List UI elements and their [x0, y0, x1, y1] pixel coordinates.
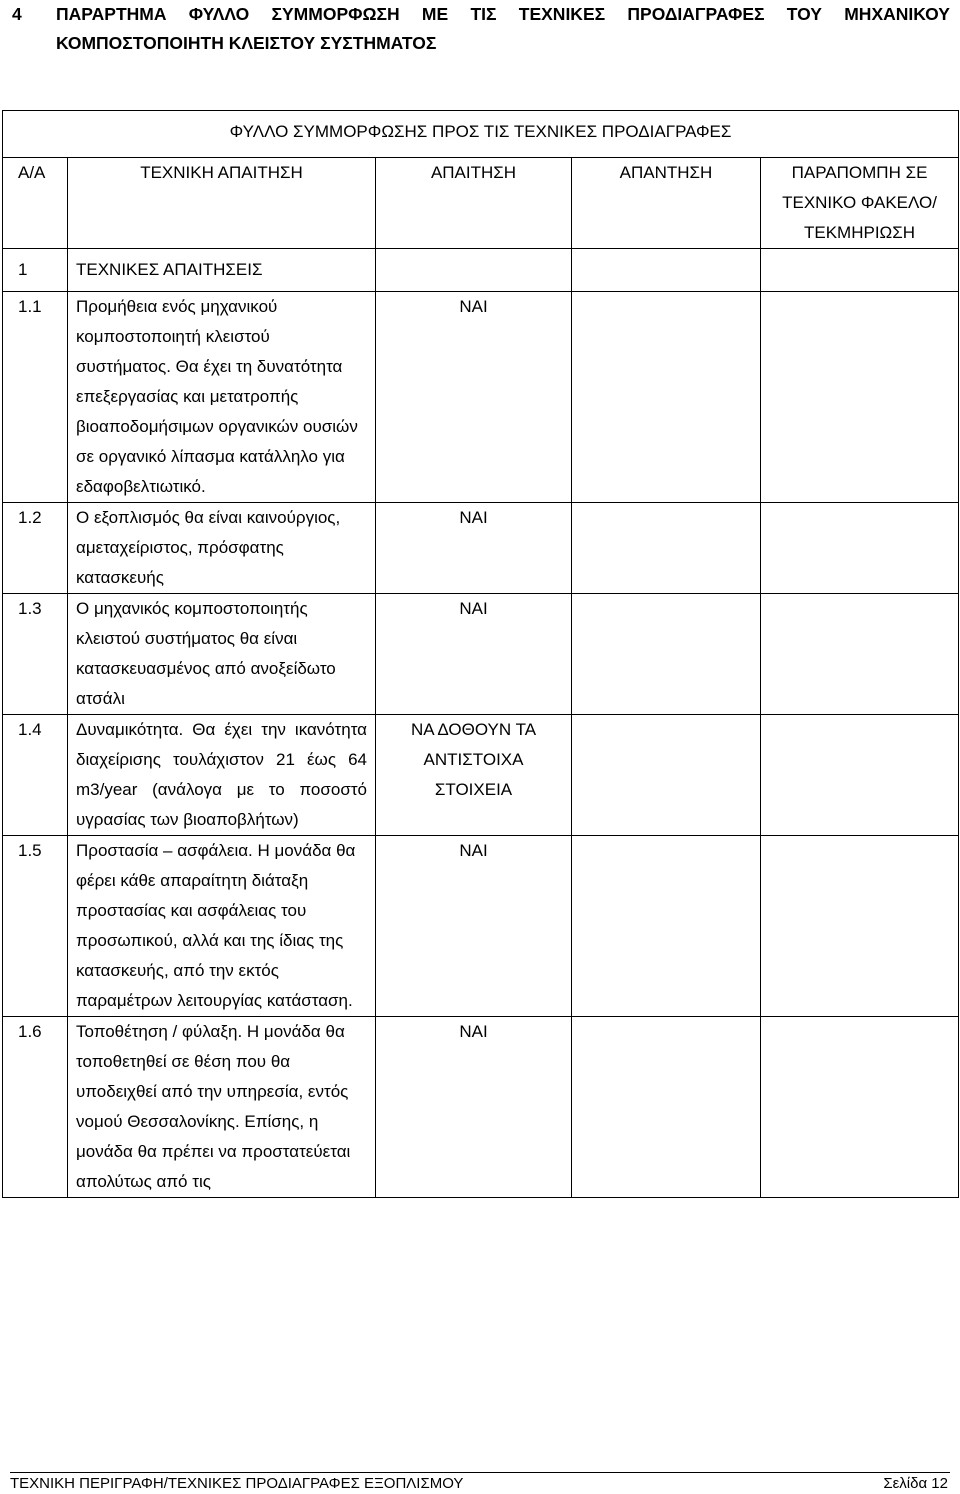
row-req: ΝΑ ΔΟΘΟΥΝ ΤΑ ΑΝΤΙΣΤΟΙΧΑ ΣΤΟΙΧΕΙΑ [376, 715, 572, 836]
row-ref-cell [761, 594, 959, 715]
row-text: Προμήθεια ενός μηχανικού κομποστοποιητή κλειστού συστήματος. Θα έχει τη δυνατότητα επεξεργασίας και μετατροπής βιοαποδομήσιμων οργανικών ουσιών σε οργανικό λίπασμα κατάλληλο για εδαφοβελτιωτικό. [68, 292, 376, 503]
row-id: 1.2 [3, 503, 68, 594]
table-row [3, 1017, 959, 1198]
footer-page-number: Σελίδα 12 [883, 1475, 948, 1492]
row-response-cell [572, 503, 761, 594]
row-req: ΝΑΙ [376, 594, 572, 715]
col-header-aa: Α/Α [3, 158, 68, 249]
section-heading-line1 [56, 0, 950, 29]
heading-word: ΠΑΡΑΡΤΗΜΑ [56, 4, 167, 24]
row-ref-cell [761, 715, 959, 836]
compliance-table [2, 110, 959, 1198]
col-header-tech: ΤΕΧΝΙΚΗ ΑΠΑΙΤΗΣΗ [68, 158, 376, 249]
row-ref-cell [761, 1017, 959, 1198]
row-ref-cell [761, 503, 959, 594]
heading-word: ΦΥΛΛΟ [188, 4, 250, 24]
row-text: Ο μηχανικός κομποστοποιητής κλειστού συστήματος θα είναι κατασκευασμένος από ανοξείδωτο ατσάλι [68, 594, 376, 715]
row-ref-cell [761, 292, 959, 503]
row-req: ΝΑΙ [376, 1017, 572, 1198]
heading-word: ΤΙΣ [470, 4, 497, 24]
section-row [3, 249, 959, 292]
footer-document-title: ΤΕΧΝΙΚΗ ΠΕΡΙΓΡΑΦΗ/ΤΕΧΝΙΚΕΣ ΠΡΟΔΙΑΓΡΑΦΕΣ ΕΞΟΠΛΙΣΜΟΥ [10, 1475, 464, 1492]
table-row [3, 292, 959, 503]
col-header-ref: ΠΑΡΑΠΟΜΠΗ ΣΕ ΤΕΧΝΙΚΟ ΦΑΚΕΛΟ/ ΤΕΚΜΗΡΙΩΣΗ [761, 158, 959, 249]
row-req: ΝΑΙ [376, 503, 572, 594]
section-heading [12, 0, 950, 58]
heading-word: ΠΡΟΔΙΑΓΡΑΦΕΣ [627, 4, 765, 24]
table-title: ΦΥΛΛΟ ΣΥΜΜΟΡΦΩΣΗΣ ΠΡΟΣ ΤΙΣ ΤΕΧΝΙΚΕΣ ΠΡΟΔΙΑΓΡΑΦΕΣ [3, 111, 959, 158]
row-req: ΝΑΙ [376, 836, 572, 1017]
heading-word: ΤΟΥ [786, 4, 822, 24]
table-row [3, 715, 959, 836]
section-title: ΤΕΧΝΙΚΕΣ ΑΠΑΙΤΗΣΕΙΣ [68, 249, 376, 292]
heading-word: ΜΕ [421, 4, 449, 24]
row-response-cell [572, 1017, 761, 1198]
row-id: 1.1 [3, 292, 68, 503]
row-id: 1.5 [3, 836, 68, 1017]
row-id: 1.4 [3, 715, 68, 836]
row-response-cell [572, 836, 761, 1017]
footer-divider [10, 1472, 950, 1473]
table-header-row [3, 158, 959, 249]
section-num: 1 [3, 249, 68, 292]
table-row [3, 594, 959, 715]
col-header-resp: ΑΠΑΝΤΗΣΗ [572, 158, 761, 249]
table-row [3, 503, 959, 594]
heading-word: ΜΗΧΑΝΙΚΟΥ [844, 4, 950, 24]
row-text: Προστασία – ασφάλεια. Η μονάδα θα φέρει κάθε απαραίτητη διάταξη προστασίας και ασφάλειας του προσωπικού, αλλά και της ίδιας της κατασκευής, από την εκτός παραμέτρων λειτουργίας κατάσταση. [68, 836, 376, 1017]
table-row [3, 836, 959, 1017]
row-id: 1.3 [3, 594, 68, 715]
table-title-row [3, 111, 959, 158]
row-text: Ο εξοπλισμός θα είναι καινούργιος, αμεταχείριστος, πρόσφατης κατασκευής [68, 503, 376, 594]
row-ref-cell [761, 836, 959, 1017]
col-header-req: ΑΠΑΙΤΗΣΗ [376, 158, 572, 249]
heading-word: ΣΥΜΜΟΡΦΩΣΗ [271, 4, 400, 24]
heading-word: ΤΕΧΝΙΚΕΣ [518, 4, 606, 24]
row-response-cell [572, 292, 761, 503]
row-text: Τοποθέτηση / φύλαξη. Η μονάδα θα τοποθετηθεί σε θέση που θα υποδειχθεί από την υπηρεσία, εντός νομού Θεσσαλονίκης. Επίσης, η μονάδα θα πρέπει να προστατεύεται απολύτως από τις [68, 1017, 376, 1198]
section-heading-line2: ΚΟΜΠΟΣΤΟΠΟΙΗΤΗ ΚΛΕΙΣΤΟΥ ΣΥΣΤΗΜΑΤΟΣ [56, 33, 437, 53]
row-id: 1.6 [3, 1017, 68, 1198]
row-text: Δυναμικότητα. Θα έχει την ικανότητα διαχείρισης τουλάχιστον 21 έως 64 m3/year (ανάλογα με το ποσοστό υγρασίας των βιοαποβλήτων) [68, 715, 376, 836]
row-req: ΝΑΙ [376, 292, 572, 503]
page-footer [10, 1474, 948, 1494]
row-response-cell [572, 594, 761, 715]
row-response-cell [572, 715, 761, 836]
section-number: 4 [12, 4, 22, 24]
